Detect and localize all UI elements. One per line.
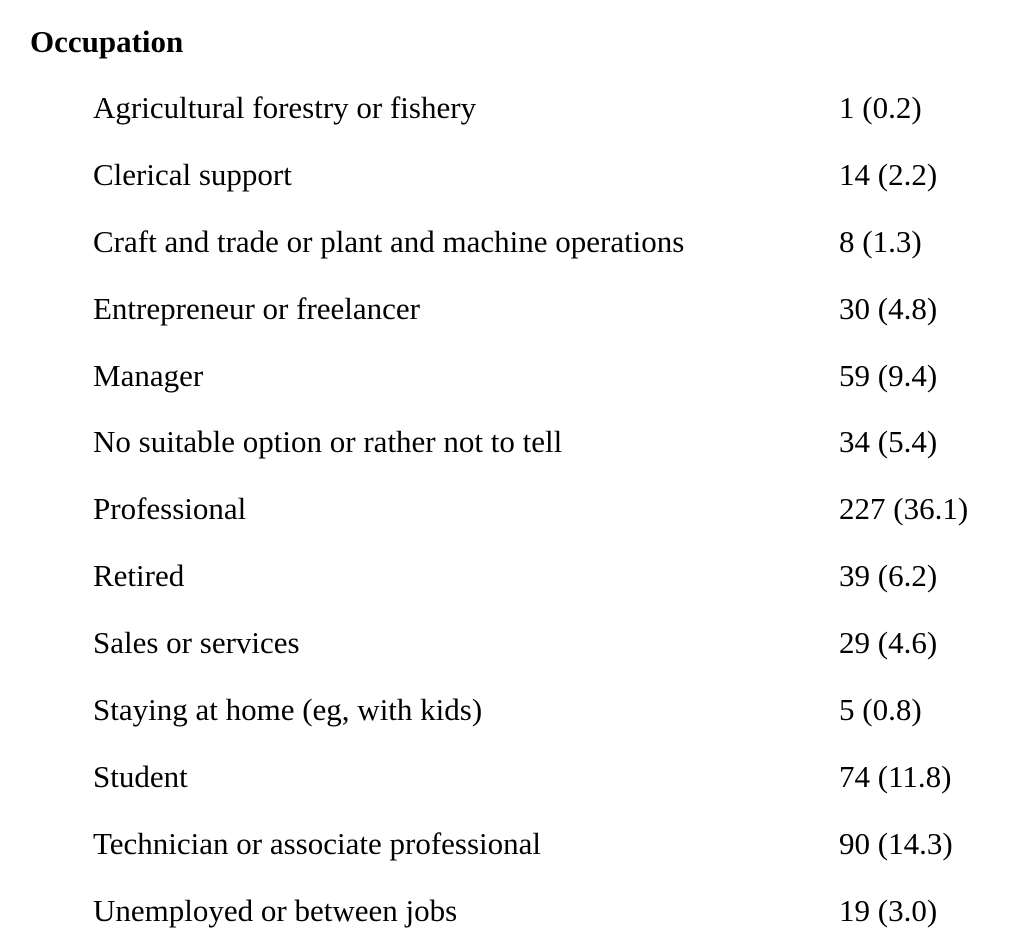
row-value: 8 (1.3) (839, 224, 922, 259)
row-label: Unemployed or between jobs (93, 893, 458, 928)
table-row (0, 623, 1024, 663)
row-value: 19 (3.0) (839, 893, 938, 928)
row-label: Craft and trade or plant and machine operations (93, 224, 685, 259)
row-label: Clerical support (93, 157, 292, 192)
row-value: 74 (11.8) (839, 759, 952, 794)
row-label: No suitable option or rather not to tell (93, 424, 563, 459)
row-value: 14 (2.2) (839, 157, 938, 192)
row-value: 39 (6.2) (839, 558, 938, 593)
section-header-occupation: Occupation (30, 24, 184, 59)
row-value: 59 (9.4) (839, 358, 938, 393)
table-row (0, 757, 1024, 797)
row-value: 34 (5.4) (839, 424, 938, 459)
table-row (0, 422, 1024, 462)
row-value: 90 (14.3) (839, 826, 953, 861)
row-label: Manager (93, 358, 204, 393)
table-row (0, 289, 1024, 329)
table-row (0, 88, 1024, 128)
table-row (0, 556, 1024, 596)
row-label: Professional (93, 491, 247, 526)
row-label: Staying at home (eg, with kids) (93, 692, 483, 727)
row-label: Entrepreneur or freelancer (93, 291, 420, 326)
row-label: Retired (93, 558, 185, 593)
row-value: 1 (0.2) (839, 90, 922, 125)
row-value: 5 (0.8) (839, 692, 922, 727)
row-value: 227 (36.1) (839, 491, 969, 526)
table-row (0, 155, 1024, 195)
table-row (0, 222, 1024, 262)
row-value: 30 (4.8) (839, 291, 938, 326)
table-row (0, 824, 1024, 864)
row-value: 29 (4.6) (839, 625, 938, 660)
table-row (0, 356, 1024, 396)
row-label: Student (93, 759, 188, 794)
table-row (0, 690, 1024, 730)
row-label: Technician or associate professional (93, 826, 542, 861)
table-row (0, 891, 1024, 931)
row-label: Agricultural forestry or fishery (93, 90, 477, 125)
table-row (0, 489, 1024, 529)
row-label: Sales or services (93, 625, 300, 660)
